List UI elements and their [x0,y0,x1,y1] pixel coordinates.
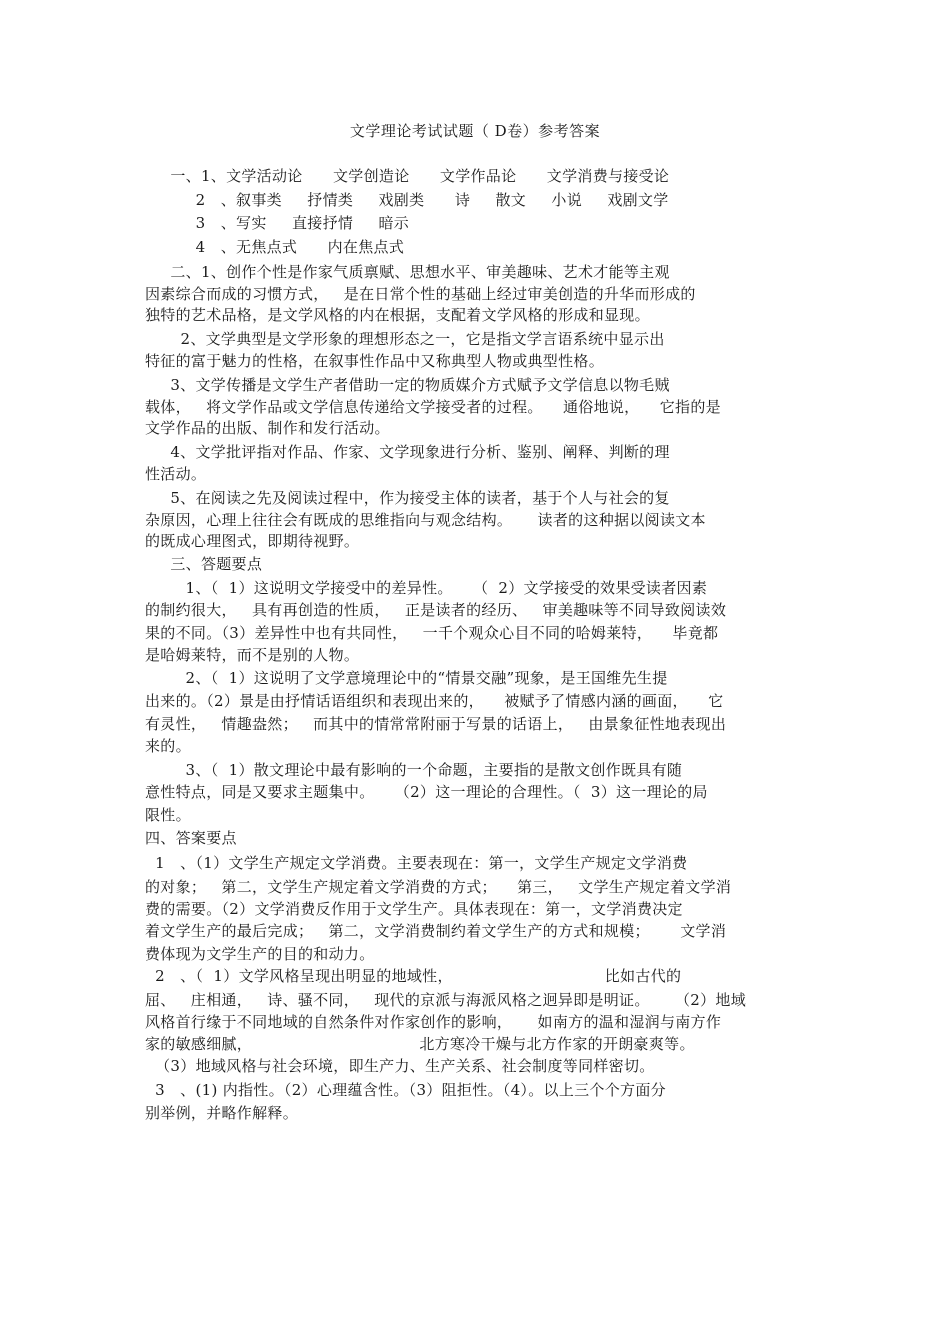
section4-line: 费体现为文学生产的目的和动力。 [145,945,375,963]
section3-line: 意性特点，同是又要求主题集中。 （2）这一理论的合理性。（ 3）这一理论的局 [145,783,708,801]
section3-line: 有灵性， 情趣盎然； 而其中的情常常附丽于写景的话语上， 由景象征性地表现出 [145,715,727,733]
section4-line: 的对象； 第二，文学生产规定着文学消费的方式； 第三， 文学生产规定着文学消 [145,878,732,896]
section4-line: （3）地域风格与社会环境，即生产力、生产关系、社会制度等同样密切。 [145,1057,655,1075]
section2-line: 2、文学典型是文学形象的理想形态之一，它是指文学言语系统中显示出 [145,330,665,348]
section2-line: 二、1、创作个性是作家气质禀赋、思想水平、审美趣味、艺术才能等主观 [145,263,670,281]
section3-line: 果的不同。（3）差异性中也有共同性， 一千个观众心目不同的哈姆莱特， 毕竟都 [145,624,719,642]
section3-line: 是哈姆莱特，而不是别的人物。 [145,646,360,664]
section2-line: 载体， 将文学作品或文学信息传递给文学接受者的过程。 通俗地说， 它指的是 [145,398,721,416]
section4-line: 别举例，并略作解释。 [145,1104,299,1122]
page-title: 文学理论考试试题（ D卷）参考答案 [349,122,601,140]
section4-heading: 四、答案要点 [145,829,237,847]
section4-line: 费的需要。（2）文学消费反作用于文学生产。具体表现在：第一，文学消费决定 [145,900,683,918]
section2-line: 的既成心理图式，即期待视野。 [145,532,360,550]
section3-line: 的制约很大， 具有再创造的性质， 正是读者的经历、 审美趣味等不同导致阅读效 [145,601,727,619]
section2-line: 性活动。 [145,465,207,483]
section4-line: 1 、（1）文学生产规定文学消费。主要表现在：第一，文学生产规定文学消费 [145,854,688,872]
section3-line: 3、（ 1）散文理论中最有影响的一个命题，主要指的是散文创作既具有随 [145,761,683,779]
section3-heading: 三、答题要点 [145,555,263,573]
section1-line: 2 、叙事类 抒情类 戏剧类 诗 散文 小说 戏剧文学 [145,191,669,209]
section2-line: 3、文学传播是文学生产者借助一定的物质媒介方式赋予文学信息以物毛贼 [145,376,670,394]
section4-line: 着文学生产的最后完成； 第二，文学消费制约着文学生产的方式和规模； 文学消 [145,922,727,940]
section2-line: 5、在阅读之先及阅读过程中，作为接受主体的读者，基于个人与社会的复 [145,489,670,507]
section1-line: 3 、写实 直接抒情 暗示 [145,214,410,232]
section1-line: 一、1、文学活动论 文学创造论 文学作品论 文学消费与接受论 [145,167,670,185]
section4-line: 3 、(1) 内指性。（2）心理蕴含性。（3）阻拒性。（4）。以上三个个方面分 [145,1081,666,1099]
section3-line: 出来的。（2）景是由抒情话语组织和表现出来的， 被赋予了情感内涵的画面， 它 [145,692,724,710]
section4-line: 2 、（ 1）文学风格呈现出明显的地域性， 比如古代的 [145,967,682,985]
section3-line: 2、（ 1）这说明了文学意境理论中的“情景交融”现象，是王国维先生提 [145,669,668,687]
section2-line: 独特的艺术品格，是文学风格的内在根据，支配着文学风格的形成和显现。 [145,306,650,324]
section2-line: 杂原因，心理上往往会有既成的思维指向与观念结构。 读者的这种据以阅读文本 [145,511,706,529]
section4-line: 屈、 庄相通， 诗、骚不同， 现代的京派与海派风格之迥异即是明证。 （2）地域 [145,991,746,1009]
section3-line: 1、（ 1）这说明文学接受中的差异性。 （ 2）文学接受的效果受读者因素 [145,579,708,597]
section1-line: 4 、无焦点式 内在焦点式 [145,238,405,256]
section2-line: 特征的富于魅力的性格，在叙事性作品中又称典型人物或典型性格。 [145,352,605,370]
section2-line: 4、文学批评指对作品、作家、文学现象进行分析、鉴别、阐释、判断的理 [145,443,670,461]
section3-line: 来的。 [145,737,191,755]
section4-line: 风格首行缘于不同地域的自然条件对作家创作的影响， 如南方的温和湿润与南方作 [145,1013,722,1031]
section3-line: 限性。 [145,806,191,824]
section2-line: 文学作品的出版、制作和发行活动。 [145,419,390,437]
section4-line: 家的敏感细腻， 北方寒冷干燥与北方作家的开朗豪爽等。 [145,1035,695,1053]
section2-line: 因素综合而成的习惯方式， 是在日常个性的基础上经过审美创造的升华而形成的 [145,285,696,303]
